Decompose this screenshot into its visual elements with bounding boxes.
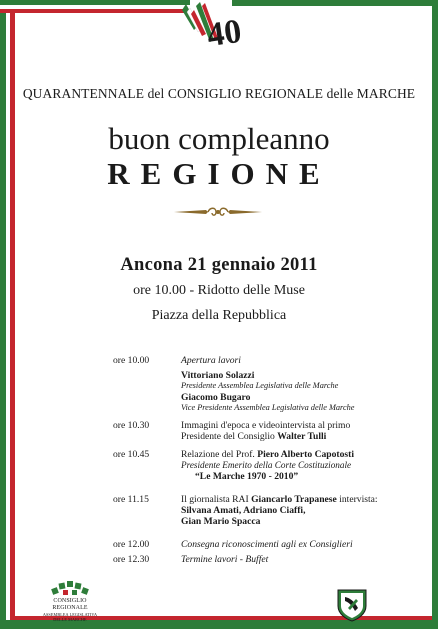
title-line-1: buon compleanno — [108, 121, 330, 156]
speaker-role: Presidente Emerito della Corte Costituzionale — [181, 460, 352, 471]
lecture-title: “Le Marche 1970 - 2010” — [195, 471, 299, 483]
programme-item — [113, 370, 393, 392]
frame-green-right — [432, 0, 438, 629]
frame-corner-red — [10, 13, 15, 30]
org-subname-2: DELLE MARCHE — [53, 617, 87, 622]
programme-time: ore 10.00 — [113, 355, 150, 366]
regione-marche-shield-icon — [336, 588, 368, 622]
event-date: Ancona 21 gennaio 2011 — [120, 255, 318, 275]
anniversary-40-logo — [180, 0, 244, 56]
frame-green-top-right — [232, 0, 438, 6]
programme-item — [113, 449, 393, 494]
event-address: Piazza della Repubblica — [151, 308, 287, 323]
programme — [113, 355, 393, 569]
consiglio-regionale-logo — [41, 578, 99, 626]
programme-text: Consegna riconoscimenti agli ex Consiglieri — [181, 539, 353, 550]
frame-red-left — [10, 30, 15, 629]
programme-text: Apertura lavori — [181, 355, 241, 366]
programme-text: Termine lavori - Buffet — [181, 554, 269, 565]
programme-item — [113, 539, 393, 554]
programme-time: ore 12.30 — [113, 554, 150, 565]
ornament-divider — [172, 205, 264, 219]
speaker-role: Vice Presidente Assemblea Legislativa delle Marche — [181, 403, 355, 413]
title-line-2: REGIONE — [107, 156, 331, 191]
speaker-name: Vittoriano Solazzi — [181, 370, 255, 381]
programme-item — [113, 494, 393, 539]
speaker-name: Giancarlo Trapanese — [251, 494, 337, 505]
svg-text:40: 40 — [204, 12, 244, 55]
speaker-name: Piero Alberto Capotosti — [257, 449, 355, 460]
programme-text: Relazione del Prof. Piero Alberto Capotosti — [181, 449, 355, 460]
org-subname: ASSEMBLEA LEGISLATIVA — [42, 612, 98, 617]
programme-text-2: Presidente del Consiglio Walter Tulli — [181, 431, 327, 443]
programme-text: Immagini d'epoca e videointervista al primo — [181, 420, 351, 431]
programme-text: Il giornalista RAI Giancarlo Trapanese intervista: — [181, 494, 378, 505]
speaker-name: Giacomo Bugaro — [181, 392, 251, 403]
org-name: CONSIGLIO REGIONALE — [52, 598, 88, 611]
speaker-name: Walter Tulli — [277, 431, 327, 443]
programme-time: ore 12.00 — [113, 539, 150, 550]
interviewees: Silvana Amati, Adriano Ciaffi, — [181, 505, 306, 517]
frame-red-top — [0, 9, 190, 13]
event-time-venue: ore 10.00 - Ridotto delle Muse — [133, 283, 305, 298]
programme-item — [113, 420, 393, 449]
tiles-icon — [50, 578, 90, 598]
event-subtitle: QUARANTENNALE del CONSIGLIO REGIONALE delle MARCHE — [22, 86, 416, 101]
programme-time: ore 11.15 — [113, 494, 149, 505]
programme-time: ore 10.45 — [113, 449, 150, 460]
programme-item — [113, 355, 393, 370]
speaker-role: Presidente Assemblea Legislativa delle Marche — [181, 381, 339, 391]
programme-item — [113, 554, 393, 569]
programme-item — [113, 392, 393, 420]
interviewees-2: Gian Mario Spacca — [181, 516, 261, 528]
programme-time: ore 10.30 — [113, 420, 150, 431]
